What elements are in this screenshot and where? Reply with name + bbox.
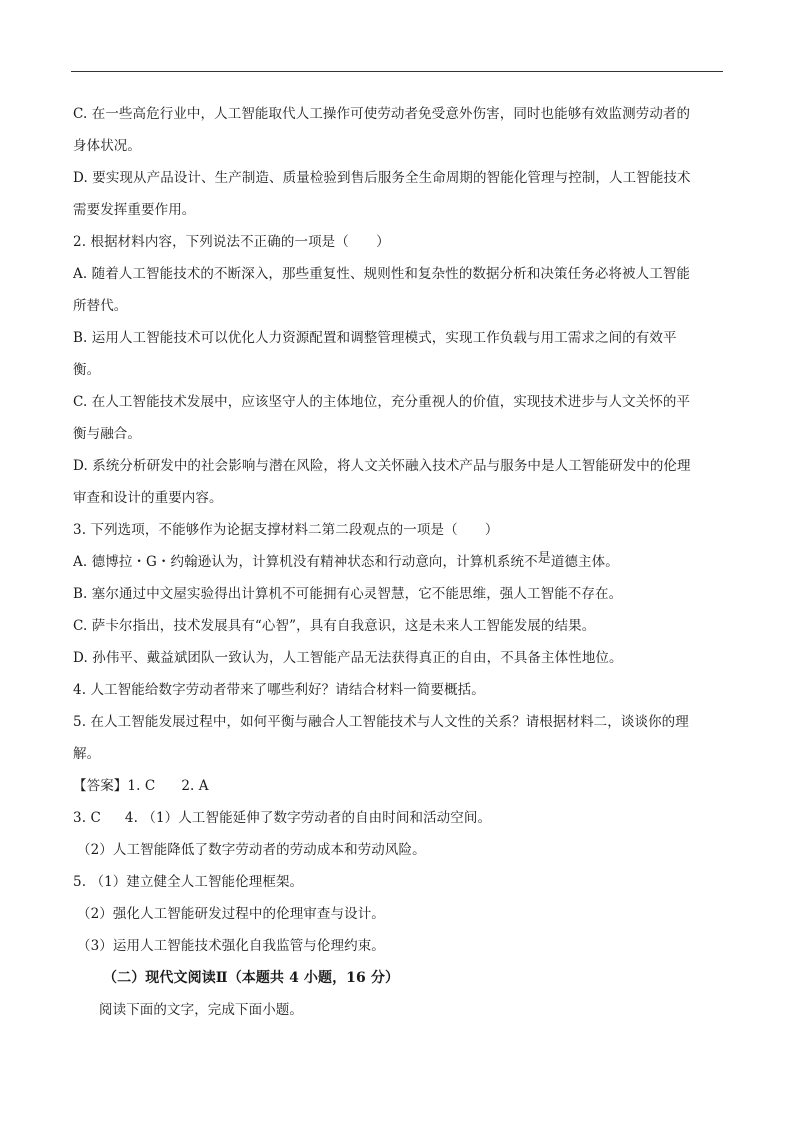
- option-d-q2-line2: 审查和设计的重要内容。: [73, 490, 223, 506]
- option-c-q1-line1: C. 在一些高危行业中，人工智能取代人工操作可使劳动者免受意外伤害，同时也能够有效监测劳动者的: [73, 106, 691, 122]
- option-a-q3-raised-char: 是: [537, 551, 551, 566]
- option-b-q2-line1: B. 运用人工智能技术可以优化人力资源配置和调整管理模式，实现工作负载与用工需求之间的有效平: [73, 330, 677, 346]
- option-c-q1-line2: 身体状况。: [73, 138, 141, 154]
- answer-4-part2: （2）人工智能降低了数字劳动者的劳动成本和劳动风险。: [77, 842, 426, 858]
- answer-line-1: [73, 770, 723, 802]
- question-5-line2: 解。: [73, 746, 101, 762]
- answer-1: 1. C: [127, 778, 156, 794]
- option-c-q3: C. 萨卡尔指出，技术发展具有“心智”，具有自我意识，这是未来人工智能发展的结果。: [73, 618, 596, 634]
- answer-5-part3: （3）运用人工智能技术强化自我监管与伦理约束。: [77, 938, 385, 954]
- question-5-line1: 5. 在人工智能发展过程中，如何平衡与融合人工智能技术与人文性的关系？请根据材料二，谈谈你的理: [73, 714, 689, 730]
- option-b-q3: B. 塞尔通过中文屋实验得出计算机不可能拥有心灵智慧，它不能思维，强人工智能不存在。: [73, 586, 623, 602]
- answer-5-part2: （2）强化人工智能研发过程中的伦理审查与设计。: [77, 906, 385, 922]
- answer-5-part1: 5. （1）建立健全人工智能伦理框架。: [73, 874, 304, 890]
- question-2: 2. 根据材料内容，下列说法不正确的一项是（ ）: [73, 234, 390, 250]
- option-c-q2-line1: C. 在人工智能技术发展中，应该坚守人的主体地位，充分重视人的价值，实现技术进步与人文关怀的平: [73, 394, 691, 410]
- answer-3: 3. C: [73, 810, 101, 826]
- option-a-q3: [73, 546, 723, 578]
- section-lead: 阅读下面的文字，完成下面小题。: [99, 1002, 303, 1018]
- option-d-q1-line2: 需要发挥重要作用。: [73, 202, 196, 218]
- answer-4-part1: 4. （1）人工智能延伸了数字劳动者的自由时间和活动空间。: [124, 810, 492, 826]
- section-title: （二）现代文阅读Ⅱ（本题共 4 小题，16 分）: [103, 970, 400, 986]
- answer-line-2: [73, 802, 723, 834]
- header-rule: [71, 71, 723, 72]
- answer-label: 【答案】: [73, 778, 128, 794]
- document-body: [73, 98, 723, 1026]
- answer-2: 2. A: [181, 778, 209, 794]
- option-d-q3: D. 孙伟平、戴益斌团队一致认为，人工智能产品无法获得真正的自由，不具备主体性地位。: [73, 650, 623, 666]
- option-a-q3-text-end: 道德主体。: [550, 554, 619, 570]
- question-4: 4. 人工智能给数字劳动者带来了哪些利好？请结合材料一简要概括。: [73, 682, 485, 698]
- option-c-q2-line2: 衡与融合。: [73, 426, 141, 442]
- question-3: 3. 下列选项，不能够作为论据支撑材料二第二段观点的一项是（ ）: [73, 522, 499, 538]
- option-d-q1-line1: D. 要实现从产品设计、生产制造、质量检验到售后服务全生命周期的智能化管理与控制，人工智能技术: [73, 170, 691, 186]
- option-a-q2-line1: A. 随着人工智能技术的不断深入，那些重复性、规则性和复杂性的数据分析和决策任务必将被人工智能: [73, 266, 691, 282]
- option-d-q2-line1: D. 系统分析研发中的社会影响与潜在风险，将人文关怀融入技术产品与服务中是人工智能研发中的伦理: [73, 458, 691, 474]
- option-b-q2-line2: 衡。: [73, 362, 101, 378]
- option-a-q2-line2: 所替代。: [73, 298, 128, 314]
- option-a-q3-text-start: A. 德博拉・G・约翰逊认为，计算机没有精神状态和行动意向，计算机系统不: [73, 554, 538, 570]
